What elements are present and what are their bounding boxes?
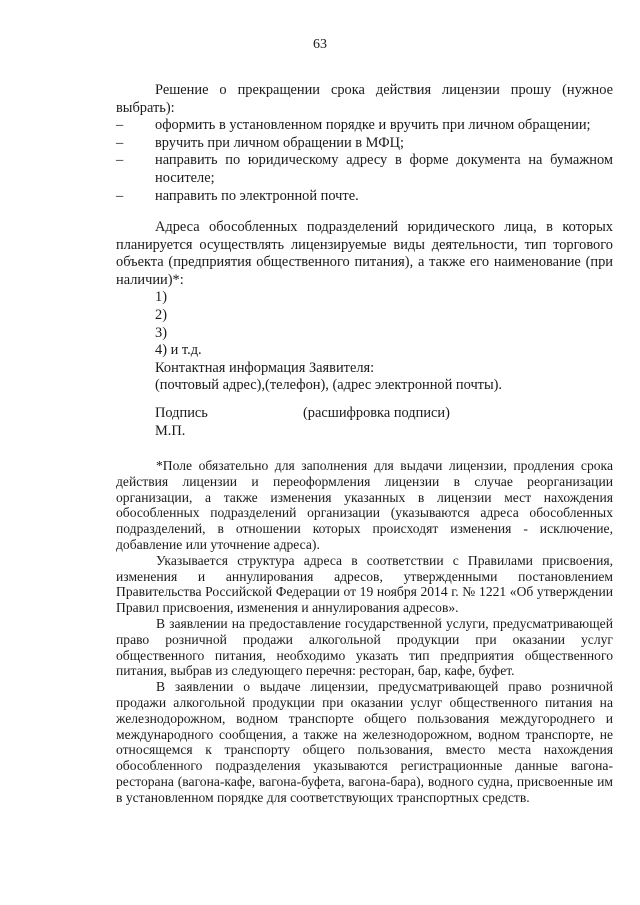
decision-intro: Решение о прекращении срока действия лицензии прошу (нужное выбрать): xyxy=(116,82,613,116)
footnote-transport: В заявлении о выдаче лицензии, предусматривающей право розничной продажи алкогольной продукции при оказании услуг общественного питания на железнодорожном, водном транспорте общего пользования междугороднего и международного сообщения, а также на железнодорожном, водном транспорте, не относящемся к транспорту общего пользования, вместо места нахождения обособленного подразделения указываются регистрационные данные вагона-ресторана (вагона-кафе, вагона-буфета, вагона-бара), водного судна, присвоенные им в установленном порядке для соответствующих транспортных средств. xyxy=(116,679,613,805)
seal-label: М.П. xyxy=(155,422,186,439)
page-number: 63 xyxy=(313,37,327,52)
decision-option xyxy=(76,135,613,153)
footnotes xyxy=(116,458,613,806)
footnote-address-structure: Указывается структура адреса в соответствии с Правилами присвоения, изменения и аннулирования адресов, утвержденными постановлением Правительства Российской Федерации от 19 ноября 2014 г. № 1221 «Об утверждении Правил присвоения, изменения и аннулирования адресов». xyxy=(116,552,613,616)
contact-fields: (почтовый адрес),(телефон), (адрес электронной почты). xyxy=(155,377,503,394)
footnote-required-field: *Поле обязательно для заполнения для выдачи лицензии, продления срока действия лицензии и переоформления лицензии в случае реорганизации организации, а также изменения указанных в лицензии мест нахождения обособленных подразделений организации (указываются адреса обособленных подразделений, в отношении которых происходят изменения - исключение, добавление или уточнение адреса). xyxy=(116,458,613,552)
signature-label: Подпись xyxy=(155,405,208,421)
dash-marker: – xyxy=(116,152,124,169)
decision-option xyxy=(76,117,613,135)
decision-block xyxy=(116,82,613,205)
decision-option xyxy=(76,152,613,187)
option-text: направить по электронной почте. xyxy=(155,187,359,204)
addresses-block xyxy=(116,219,613,395)
address-item: 1) xyxy=(155,289,167,306)
footnote-catering-type: В заявлении на предоставление государственной услуги, предусматривающей право розничной продажи алкогольной продукции при оказании услуг общественного питания, необходимо указать тип предприятия общественного питания, выбрав из следующего перечня: ресторан, бар, кафе, буфет. xyxy=(116,615,613,679)
address-item: 3) xyxy=(155,324,167,341)
option-text: направить по юридическому адресу в форме документа на бумажном носителе; xyxy=(155,152,613,186)
dash-marker: – xyxy=(116,187,124,204)
address-item: 4) и т.д. xyxy=(155,342,202,359)
dash-marker: – xyxy=(116,134,124,151)
signature-block xyxy=(116,405,613,440)
decision-option xyxy=(76,188,613,206)
addresses-intro: Адреса обособленных подразделений юридического лица, в которых планируется осуществлять лицензируемые виды деятельности, тип торгового объекта (предприятия общественного питания), а также его наименование (при наличии)*: xyxy=(116,219,613,288)
signature-decode-label: (расшифровка подписи) xyxy=(303,405,450,421)
option-text: вручить при личном обращении в МФЦ; xyxy=(155,134,405,151)
contact-label: Контактная информация Заявителя: xyxy=(155,359,375,376)
address-item: 2) xyxy=(155,306,167,323)
dash-marker: – xyxy=(116,117,124,134)
option-text: оформить в установленном порядке и вручить при личном обращении; xyxy=(155,117,591,134)
